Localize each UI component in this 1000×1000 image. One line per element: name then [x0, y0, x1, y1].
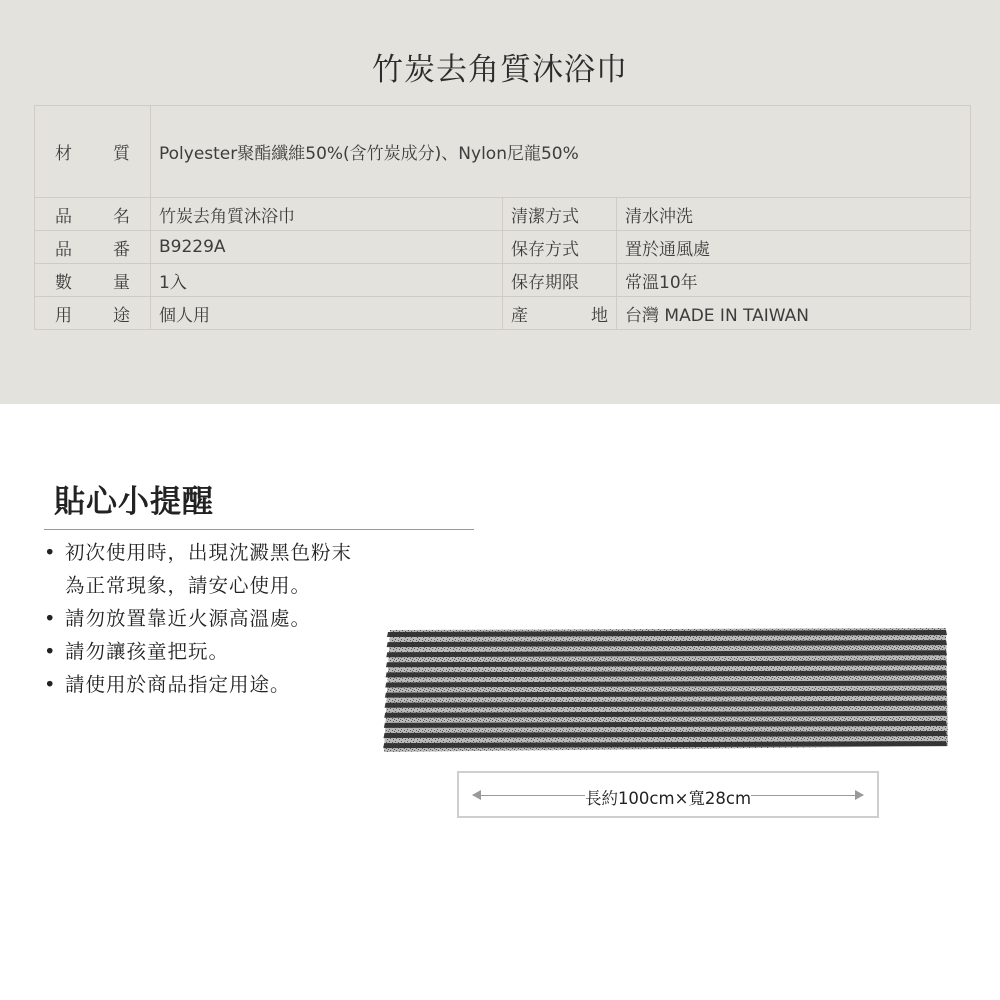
page-title: 竹炭去角質沐浴巾 — [372, 52, 628, 88]
spec-label: 保存方式 — [503, 231, 617, 264]
spec-label: 用 途 — [35, 297, 151, 330]
tips-section — [0, 404, 1000, 1000]
spec-section — [0, 0, 1000, 404]
tip-text: 初次使用時，出現沈澱黑色粉末 — [65, 541, 353, 564]
spec-label: 品 名 — [35, 198, 151, 231]
spec-row-material — [35, 106, 971, 198]
spec-table — [34, 105, 971, 330]
bullet-icon: • — [44, 640, 57, 663]
spec-value: B9229A — [151, 231, 503, 264]
spec-row — [35, 198, 971, 231]
tip-item — [44, 668, 352, 701]
arrow-right-icon — [855, 790, 864, 800]
spec-value-material: Polyester聚酯纖維50%(含竹炭成分)、Nylon尼龍50% — [151, 106, 971, 198]
spec-value: 1入 — [151, 264, 503, 297]
spec-row — [35, 297, 971, 330]
spec-value: 置於通風處 — [617, 231, 971, 264]
towel-image — [382, 626, 950, 754]
spec-value: 個人用 — [151, 297, 503, 330]
spec-row — [35, 231, 971, 264]
size-label: 長約100cm×寬28cm — [584, 789, 752, 808]
spec-row — [35, 264, 971, 297]
tips-divider — [44, 529, 474, 530]
bullet-icon: • — [44, 541, 57, 564]
bullet-icon: • — [44, 673, 57, 696]
spec-value: 清水沖洗 — [617, 198, 971, 231]
bullet-icon: • — [44, 607, 57, 630]
tip-text: 請使用於商品指定用途。 — [65, 673, 291, 696]
tips-list — [44, 536, 352, 701]
tip-item — [44, 536, 352, 602]
arrow-right-line — [751, 795, 863, 796]
spec-label: 清潔方式 — [503, 198, 617, 231]
tip-text: 請勿放置靠近火源高溫處。 — [65, 607, 312, 630]
tip-text: 為正常現象，請安心使用。 — [65, 574, 312, 597]
spec-label: 數 量 — [35, 264, 151, 297]
spec-value: 常溫10年 — [617, 264, 971, 297]
spec-value: 竹炭去角質沐浴巾 — [151, 198, 503, 231]
tip-item — [44, 635, 352, 668]
spec-label: 品 番 — [35, 231, 151, 264]
spec-value: 台灣 MADE IN TAIWAN — [617, 297, 971, 330]
tip-item — [44, 602, 352, 635]
tips-title: 貼心小提醒 — [54, 484, 214, 520]
spec-label: 材 質 — [35, 106, 151, 198]
tip-text: 請勿讓孩童把玩。 — [65, 640, 230, 663]
size-label-box — [457, 771, 879, 818]
spec-label: 產 地 — [503, 297, 617, 330]
spec-label: 保存期限 — [503, 264, 617, 297]
